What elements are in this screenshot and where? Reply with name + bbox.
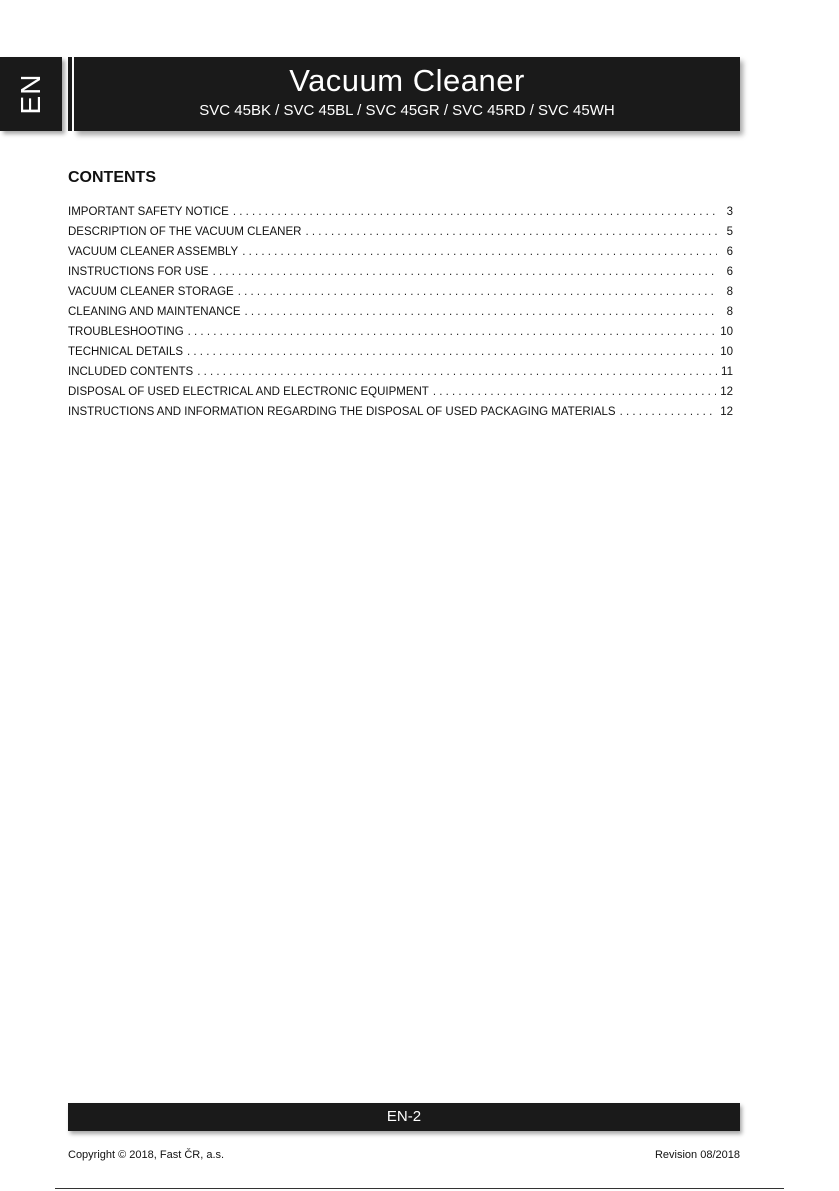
toc-entry[interactable]: [68, 206, 733, 226]
toc-leader-dots: [620, 406, 717, 418]
toc-entry-page: 12: [720, 406, 733, 418]
contents-heading: CONTENTS: [68, 169, 156, 186]
language-tab: [0, 57, 62, 131]
toc-leader-dots: [245, 306, 717, 318]
table-of-contents: [68, 206, 733, 426]
toc-entry[interactable]: [68, 346, 733, 366]
toc-entry-label: DESCRIPTION OF THE VACUUM CLEANER: [68, 226, 302, 238]
toc-entry[interactable]: [68, 306, 733, 326]
toc-entry[interactable]: [68, 386, 733, 406]
toc-entry-label: IMPORTANT SAFETY NOTICE: [68, 206, 229, 218]
toc-leader-dots: [187, 346, 716, 358]
toc-entry-page: 6: [726, 266, 733, 278]
toc-entry[interactable]: [68, 286, 733, 306]
toc-entry-page: 8: [726, 306, 733, 318]
toc-entry[interactable]: [68, 366, 733, 386]
toc-leader-dots: [188, 326, 717, 338]
toc-entry-page: 11: [721, 366, 733, 378]
toc-leader-dots: [433, 386, 716, 398]
model-list: SVC 45BK / SVC 45BL / SVC 45GR / SVC 45RD / SVC 45WH: [199, 102, 615, 119]
toc-entry[interactable]: [68, 266, 733, 286]
toc-entry-label: INCLUDED CONTENTS: [68, 366, 194, 378]
toc-entry-label: DISPOSAL OF USED ELECTRICAL AND ELECTRONIC EQUIPMENT: [68, 386, 429, 398]
toc-entry-page: 8: [726, 286, 733, 298]
toc-entry-label: VACUUM CLEANER STORAGE: [68, 286, 234, 298]
toc-entry-page: 6: [726, 246, 733, 258]
toc-leader-dots: [242, 246, 717, 258]
language-code: EN: [15, 73, 46, 115]
toc-entry[interactable]: [68, 226, 733, 246]
revision-label: Revision 08/2018: [654, 1149, 740, 1161]
toc-leader-dots: [305, 226, 717, 238]
toc-entry-label: TROUBLESHOOTING: [68, 326, 184, 338]
document-title: Vacuum Cleaner: [289, 63, 525, 98]
toc-entry[interactable]: [68, 406, 733, 426]
toc-entry-page: 3: [726, 206, 733, 218]
page-number: EN-2: [386, 1108, 422, 1125]
toc-entry-page: 10: [720, 346, 733, 358]
toc-entry-label: INSTRUCTIONS FOR USE: [68, 266, 209, 278]
page-number-bar: [68, 1103, 740, 1131]
toc-entry-page: 10: [720, 326, 733, 338]
title-banner: [74, 57, 740, 131]
toc-entry-page: 5: [726, 226, 733, 238]
header-divider: [68, 57, 72, 131]
toc-entry-page: 12: [720, 386, 733, 398]
toc-entry-label: INSTRUCTIONS AND INFORMATION REGARDING THE DISPOSAL OF USED PACKAGING MATERIALS: [68, 406, 616, 418]
toc-leader-dots: [197, 366, 717, 378]
toc-entry[interactable]: [68, 246, 733, 266]
toc-entry-label: TECHNICAL DETAILS: [68, 346, 184, 358]
bottom-divider: [55, 1188, 784, 1189]
toc-leader-dots: [238, 286, 717, 298]
copyright-notice: Copyright © 2018, Fast ČR, a.s.: [68, 1149, 225, 1161]
toc-leader-dots: [233, 206, 717, 218]
toc-leader-dots: [213, 266, 717, 278]
toc-entry-label: VACUUM CLEANER ASSEMBLY: [68, 246, 239, 258]
toc-entry[interactable]: [68, 326, 733, 346]
toc-entry-label: CLEANING AND MAINTENANCE: [68, 306, 241, 318]
